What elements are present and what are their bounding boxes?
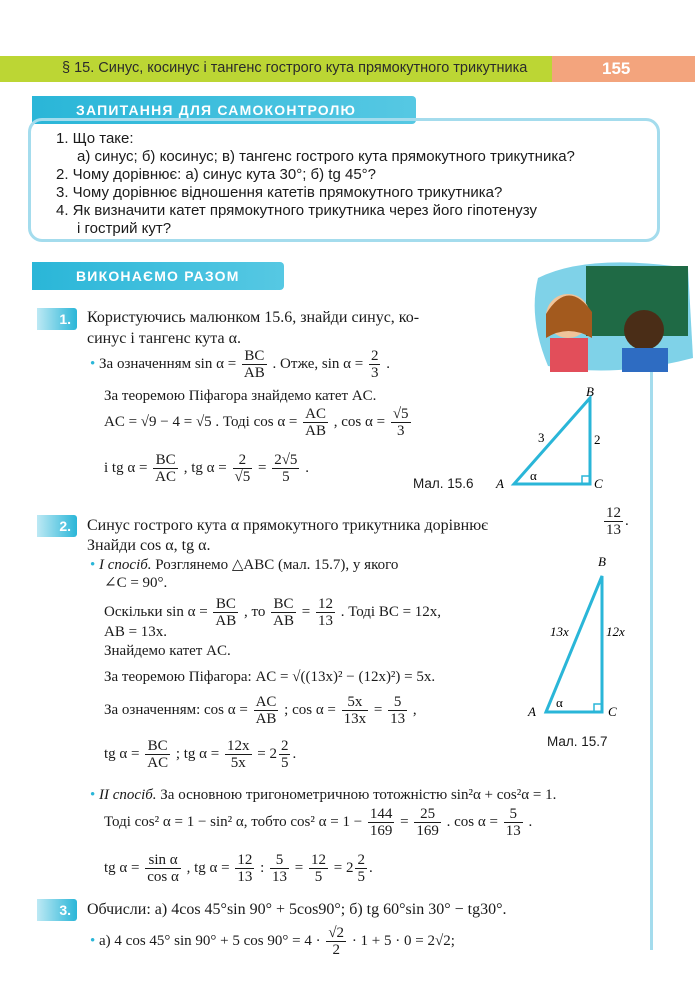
numerator: 5 xyxy=(504,806,523,823)
denominator: 13 xyxy=(606,522,621,538)
numerator: 144 xyxy=(369,806,393,822)
fraction xyxy=(242,348,267,381)
numerator: 5 xyxy=(270,852,289,869)
vertex-c-label: C xyxy=(594,476,603,491)
selfcheck-banner: ЗАПИТАННЯ ДЛЯ САМОКОНТРОЛЮ xyxy=(32,96,416,124)
side-rail xyxy=(650,300,653,950)
text: Розглянемо △ABC (мал. 15.7), у якого xyxy=(151,557,399,573)
numerator: BC xyxy=(213,596,238,613)
fraction xyxy=(271,596,296,629)
bullet-icon: • xyxy=(90,355,96,372)
text: За означенням sin α = xyxy=(99,355,237,372)
task-2-number: 2. xyxy=(37,515,77,537)
fraction xyxy=(254,694,279,727)
text: Тоді cos² α = 1 − sin² α, тобто cos² α = 1 − xyxy=(104,813,363,830)
fraction xyxy=(272,452,299,485)
numerator: 5 xyxy=(388,694,407,711)
text: . Отже, sin α = xyxy=(272,355,364,372)
text: tg α = xyxy=(104,745,140,762)
fraction xyxy=(604,505,623,538)
bullet-icon: • xyxy=(90,932,96,949)
task-1-line-2: синус і тангенс кута α. xyxy=(87,330,241,347)
text: , xyxy=(412,701,417,718)
text: , то xyxy=(244,603,266,620)
fraction xyxy=(225,738,252,771)
denominator: 5 xyxy=(357,869,365,885)
fraction xyxy=(270,852,289,885)
task-1-pythagoras-line: За теоремою Піфагора знайдемо катет AC. xyxy=(104,388,377,404)
numerator: 12 xyxy=(311,852,326,868)
figure-15-6-triangle xyxy=(494,386,612,494)
text: . xyxy=(386,355,390,372)
denominator: 13 xyxy=(272,869,288,885)
denominator: 13 xyxy=(505,823,521,839)
denominator: √5 xyxy=(234,469,251,485)
leg-label: 2 xyxy=(594,432,601,447)
vertex-a-label: A xyxy=(528,704,536,719)
denominator: AC xyxy=(155,469,176,485)
fraction xyxy=(326,925,346,958)
numerator: 2 xyxy=(357,852,365,868)
fraction xyxy=(145,738,170,771)
task-1-definition-line xyxy=(90,348,390,381)
text: ; tg α = xyxy=(175,745,220,762)
text: = 2 xyxy=(333,859,354,876)
text: За означенням: cos α = xyxy=(104,701,248,718)
text: ; cos α = xyxy=(284,701,336,718)
text: : xyxy=(260,859,265,876)
text: = xyxy=(257,459,267,476)
question-1: 1. Що таке: xyxy=(56,130,134,147)
numerator: sin α xyxy=(145,852,181,869)
text: а) 4 cos 45° sin 90° + 5 cos 90° = 4 · xyxy=(99,932,321,949)
text: . xyxy=(368,859,373,876)
figure-15-6-caption: Мал. 15.6 xyxy=(413,476,474,491)
numerator: BC xyxy=(153,452,178,469)
text: . xyxy=(528,813,533,830)
fraction xyxy=(309,852,328,885)
question-2: 2. Чому дорівнює: а) синус кута 30°; б) tg 45°? xyxy=(56,166,377,183)
task-2-method-1 xyxy=(90,556,398,574)
text: і tg α = xyxy=(104,459,148,476)
fraction xyxy=(368,806,395,839)
text: , tg α = xyxy=(183,459,227,476)
text: . cos α = xyxy=(446,813,498,830)
hypotenuse-label: 13x xyxy=(550,624,569,639)
text: = xyxy=(400,813,409,830)
text: За основною тригонометричною тотожністю sin²α + cos²α = 1. xyxy=(156,787,557,803)
task-3-number: 3. xyxy=(37,899,77,921)
text: = xyxy=(294,859,304,876)
task-1-number: 1. xyxy=(37,308,77,330)
text: . xyxy=(305,459,309,476)
vertex-b-label: B xyxy=(586,386,594,399)
text: Оскільки sin α = xyxy=(104,603,208,620)
task-1-tg-line xyxy=(104,452,309,485)
numerator: BC xyxy=(145,738,170,755)
numerator: 12 xyxy=(606,505,621,521)
denominator: 5 xyxy=(280,755,289,771)
denominator: 169 xyxy=(416,823,439,839)
task-2-tg-line xyxy=(104,738,296,771)
denominator: AB xyxy=(305,423,326,439)
fraction xyxy=(235,852,254,885)
angle-label: α xyxy=(530,468,537,483)
numerator: 12 xyxy=(317,596,333,612)
hypotenuse-label: 3 xyxy=(538,430,545,445)
numerator: 25 xyxy=(414,806,441,823)
text: . xyxy=(625,512,629,529)
question-1-options: а) синус; б) косинус; в) тангенс гострого кута прямокутного трикутника? xyxy=(77,148,575,165)
text: , tg α = xyxy=(186,859,230,876)
denominator: 13 xyxy=(317,613,333,629)
denominator: 3 xyxy=(370,365,379,381)
task-1-line-1: Користуючись малюнком 15.6, знайди синус, ко- xyxy=(87,309,420,326)
numerator: AC xyxy=(305,406,326,422)
denominator: AC xyxy=(147,755,169,771)
denominator: 5 xyxy=(282,469,290,485)
vertex-a-label: A xyxy=(496,476,504,491)
denominator: 13x xyxy=(343,711,367,727)
bullet-icon: • xyxy=(90,557,96,573)
denominator: 169 xyxy=(369,823,393,839)
denominator: 13 xyxy=(237,869,253,885)
task-2-ab-line: AB = 13x. xyxy=(104,624,168,640)
numerator: BC xyxy=(271,596,296,613)
page-number: 155 xyxy=(602,59,631,78)
task-2-tg-division-line xyxy=(104,852,373,885)
fraction xyxy=(213,596,238,629)
fraction xyxy=(369,348,381,381)
figure-15-7-triangle xyxy=(526,552,636,722)
question-3: 3. Чому дорівнює відношення катетів прямокутного трикутника? xyxy=(56,184,503,201)
leg-label: 12x xyxy=(606,624,625,639)
denominator: 2 xyxy=(332,942,340,958)
fraction xyxy=(303,406,328,439)
denominator: 5 xyxy=(314,869,323,885)
text: · 1 + 5 · 0 = 2√2; xyxy=(351,932,455,949)
fraction xyxy=(504,806,523,839)
figure-15-7-caption: Мал. 15.7 xyxy=(547,734,608,749)
fraction xyxy=(391,406,411,439)
task-3-solution-a xyxy=(90,925,455,958)
section-title: § 15. Синус, косинус і тангенс гострого кута прямокутного трикутника xyxy=(62,60,528,76)
denominator: 5x xyxy=(230,755,246,771)
denominator: 3 xyxy=(396,423,405,439)
denominator: AB xyxy=(243,365,265,381)
task-2-cos-squared-line xyxy=(104,806,532,839)
text: = xyxy=(301,603,311,620)
fraction xyxy=(233,452,253,485)
bullet-icon: • xyxy=(90,787,96,803)
numerator: 12 xyxy=(237,852,253,868)
numerator: BC xyxy=(242,348,267,365)
numerator: 2 xyxy=(370,348,379,364)
numerator: √2 xyxy=(328,925,345,941)
numerator: 2 xyxy=(280,738,289,754)
task-2-find-ac: Знайдемо катет AC. xyxy=(104,643,231,659)
question-4-cont: і гострий кут? xyxy=(77,220,172,237)
denominator: AB xyxy=(255,711,277,727)
numerator: 12x xyxy=(227,738,250,754)
text: = xyxy=(373,701,383,718)
numerator: √5 xyxy=(392,406,409,422)
fraction xyxy=(153,452,178,485)
method-label: I спосіб. xyxy=(99,557,152,573)
numerator: 5x xyxy=(342,694,369,711)
denominator: 13 xyxy=(390,711,406,727)
fraction xyxy=(355,852,367,885)
fraction xyxy=(145,852,181,885)
task-2-cos-line xyxy=(104,694,417,727)
task-2-line-1: Синус гострого кута α прямокутного трикутника дорівнює xyxy=(87,517,489,534)
text: , cos α = xyxy=(333,413,386,430)
text: = 2 xyxy=(257,745,277,762)
vertex-c-label: C xyxy=(608,704,617,719)
task-1-cos-line xyxy=(104,406,413,439)
together-banner: ВИКОНАЄМО РАЗОМ xyxy=(32,262,284,290)
angle-label: α xyxy=(556,695,563,710)
text: . xyxy=(292,745,297,762)
numerator: 2 xyxy=(233,452,253,469)
text: tg α = xyxy=(104,859,140,876)
task-3-line-1: Обчисли: а) 4cos 45°sin 90° + 5cos90°; б) tg 60°sin 30° − tg30°. xyxy=(87,901,507,918)
task-2-pythagoras-line: За теоремою Піфагора: AC = √((13x)² − (12x)²) = 5x. xyxy=(104,669,436,685)
fraction xyxy=(316,596,335,629)
fraction xyxy=(414,806,441,839)
denominator: cos α xyxy=(147,869,179,885)
classroom-illustration xyxy=(528,258,695,373)
denominator: AB xyxy=(215,613,237,629)
fraction xyxy=(342,694,369,727)
numerator: 2√5 xyxy=(274,452,298,468)
method-label: II спосіб. xyxy=(99,787,157,803)
task-2-given-fraction xyxy=(602,505,629,538)
text: . Тоді BC = 12x, xyxy=(340,603,442,620)
task-2-method-2 xyxy=(90,786,556,804)
task-2-right-angle: ∠C = 90°. xyxy=(104,575,168,591)
denominator: AB xyxy=(273,613,294,629)
vertex-b-label: B xyxy=(598,554,606,569)
fraction xyxy=(388,694,407,727)
numerator: AC xyxy=(255,694,277,710)
task-2-line-2: Знайди cos α, tg α. xyxy=(87,537,211,554)
text: AC = √9 − 4 = √5 . Тоді cos α = xyxy=(104,413,298,430)
question-4: 4. Як визначити катет прямокутного трикутника через його гіпотенузу xyxy=(56,202,537,219)
fraction xyxy=(279,738,291,771)
